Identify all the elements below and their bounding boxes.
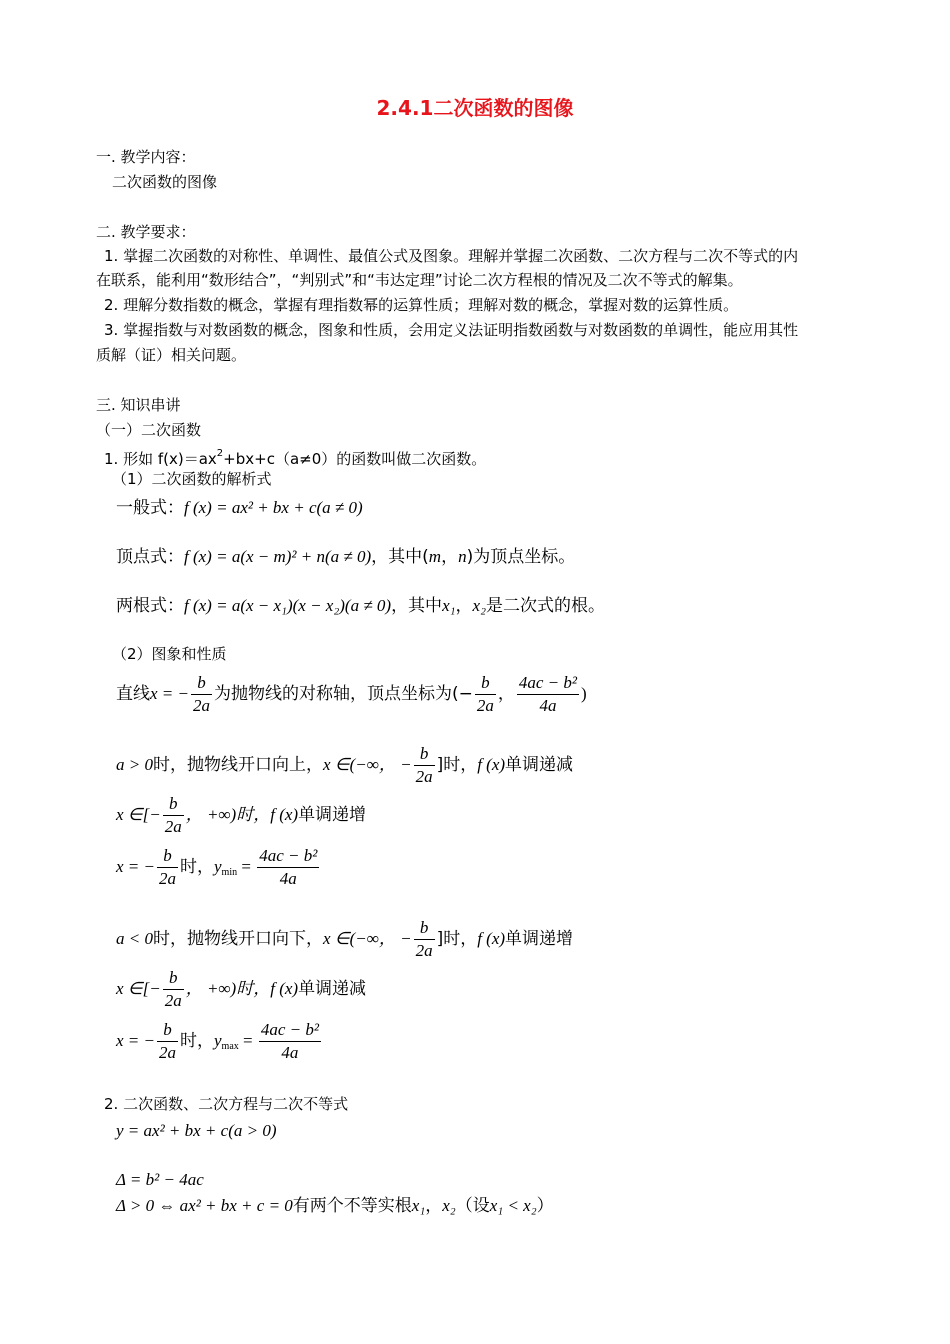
axis-close: ) xyxy=(581,684,587,703)
vertex-form-label: 顶点式： xyxy=(116,547,184,567)
graph-properties-heading: （2）图象和性质 xyxy=(112,645,227,663)
item-2-heading: 2. 二次函数、二次方程与二次不等式 xyxy=(104,1095,349,1113)
y-var: y xyxy=(214,857,222,876)
frac-den: 2a xyxy=(415,767,433,786)
vertex-form xyxy=(116,545,575,569)
section-1-heading: 一. 教学内容： xyxy=(96,148,196,166)
dp-sep: ， xyxy=(425,1196,443,1216)
requirement-1: 1. 掌握二次函数的对称性、单调性、最值公式及图象。理解并掌握二次函数、二次方程与二次不等式的内 xyxy=(104,247,799,265)
quadratic-equation: y = ax² + bx + c(a > 0) xyxy=(116,1121,277,1140)
fraction-b-over-2a xyxy=(414,743,435,788)
dp-paren-close: ） xyxy=(536,1196,554,1216)
axis-mid: 为抛物线的对称轴，顶点坐标为(− xyxy=(214,684,473,704)
dp-paren-open: （设 xyxy=(455,1196,490,1216)
vertex-m: m xyxy=(428,547,442,566)
frac-num: b xyxy=(197,673,206,692)
monotonic-text: 单调递减 xyxy=(505,755,574,775)
frac-den: 2a xyxy=(159,869,176,888)
a-negative-increasing xyxy=(116,917,573,962)
vertex-n: n xyxy=(458,547,467,566)
frac-num: 4ac − b² xyxy=(518,673,578,692)
definition-exponent: 2 xyxy=(216,448,224,459)
root-x2: x₂ xyxy=(472,596,486,615)
frac-num: 4ac − b² xyxy=(260,1020,319,1039)
requirement-3-cont: 质解（证）相关问题。 xyxy=(96,346,247,364)
frac-num: b xyxy=(419,918,429,937)
analytic-forms-heading: （1）二次函数的解析式 xyxy=(112,470,272,488)
frac-den: 4a xyxy=(257,867,319,890)
dp-x2: x₂ xyxy=(442,1196,456,1215)
fraction-vertex-y xyxy=(257,845,319,890)
a-positive-increasing xyxy=(116,793,366,838)
axis-eq: x = − xyxy=(150,684,189,703)
frac-num: b xyxy=(163,846,172,865)
requirement-1-cont: 在联系，能利用“数形结合”，“判别式”和“韦达定理”讨论二次方程根的情况及二次不等式的解集。 xyxy=(96,271,743,289)
fx: f (x) xyxy=(477,755,506,774)
monotonic-text: 单调递增 xyxy=(298,805,367,825)
monotonic-text: 单调递增 xyxy=(505,929,574,949)
interval-end: ]时， xyxy=(436,755,478,775)
frac-num: b xyxy=(163,1020,172,1039)
frac-den: 2a xyxy=(193,696,210,715)
vertex-form-expr: f (x) = a(x − m)² + n(a ≠ 0) xyxy=(184,547,372,566)
frac-den: 2a xyxy=(415,941,433,960)
frac-den: 4a xyxy=(259,1041,321,1064)
frac-num: b xyxy=(481,673,490,692)
root-form xyxy=(116,594,605,618)
vertex-sep: ， xyxy=(441,547,459,567)
fraction-vertex-y xyxy=(517,672,579,717)
frac-den: 2a xyxy=(164,817,182,836)
root-note-pre: ，其中 xyxy=(391,596,443,616)
general-form xyxy=(116,496,363,520)
equals: = xyxy=(238,1031,257,1050)
root-form-label: 两根式： xyxy=(116,596,184,616)
y-var: y xyxy=(214,1031,222,1050)
definition-pre: 1. 形如 f(x)＝ax xyxy=(104,450,217,468)
y-min-sub: min xyxy=(221,867,238,878)
vertex-note-post: )为顶点坐标。 xyxy=(466,547,576,567)
monotonic-text: 单调递减 xyxy=(298,979,367,999)
frac-num: b xyxy=(419,744,429,763)
dp-expr: Δ > 0 ⇔ ax² + bx + c = 0 xyxy=(116,1196,293,1215)
x-eq: x = − xyxy=(116,1031,155,1050)
y-max-sub: max xyxy=(221,1041,239,1052)
dp-text: 有两个不等实根 xyxy=(292,1196,412,1216)
fraction-b-over-2a xyxy=(414,917,435,962)
definition-line xyxy=(104,444,486,469)
cond-text: 时，抛物线开口向上， xyxy=(152,755,323,775)
interval: x ∈[− xyxy=(116,805,161,824)
cond-a: a > 0 xyxy=(116,755,153,774)
vertex-note-pre: ，其中( xyxy=(371,547,429,567)
definition-post: +bx+c（a≠0）的函数叫做二次函数。 xyxy=(223,450,487,468)
frac-den: 4a xyxy=(517,694,579,717)
a-negative-decreasing xyxy=(116,967,366,1012)
when-text: 时， xyxy=(180,1031,214,1051)
frac-num: b xyxy=(168,794,178,813)
when-text: 时， xyxy=(180,857,214,877)
a-positive-decreasing xyxy=(116,743,573,788)
frac-num: 4ac − b² xyxy=(259,846,318,865)
dp-ineq: x₁ < x₂ xyxy=(489,1196,537,1215)
frac-den: 2a xyxy=(476,696,494,715)
a-negative-maximum xyxy=(116,1019,323,1064)
fraction-b-over-2a xyxy=(475,672,496,717)
page-title: 2.4.1二次函数的图像 xyxy=(376,96,574,120)
interval-end: ]时， xyxy=(436,929,478,949)
root-sep: ， xyxy=(455,596,473,616)
fraction-b-over-2a xyxy=(163,793,184,838)
requirement-2: 2. 理解分数指数的概念，掌握有理指数幂的运算性质；理解对数的概念，掌握对数的运算性质。 xyxy=(104,296,739,314)
frac-den: 2a xyxy=(164,991,182,1010)
a-positive-minimum xyxy=(116,845,321,890)
fx: f (x) xyxy=(270,979,299,998)
equals: = xyxy=(237,857,256,876)
section-1-content: 二次函数的图像 xyxy=(112,173,218,191)
general-form-label: 一般式： xyxy=(116,498,184,518)
cond-a: a < 0 xyxy=(116,929,153,948)
fraction-b-over-2a xyxy=(163,967,184,1012)
subsection-quadratic: （一）二次函数 xyxy=(96,421,202,439)
axis-of-symmetry xyxy=(116,672,587,717)
section-3-heading: 三. 知识串讲 xyxy=(96,396,181,414)
axis-comma: ， xyxy=(497,684,515,704)
frac-num: b xyxy=(168,968,178,987)
general-form-expr: f (x) = ax² + bx + c(a ≠ 0) xyxy=(184,498,363,517)
fx: f (x) xyxy=(477,929,506,948)
interval: x ∈(−∞， − xyxy=(322,755,412,774)
interval: x ∈[− xyxy=(116,979,161,998)
fraction-b-over-2a xyxy=(157,845,178,890)
root-form-expr: f (x) = a(x − x₁)(x − x₂)(a ≠ 0) xyxy=(184,596,392,615)
fraction-b-over-2a xyxy=(191,672,212,717)
x-eq: x = − xyxy=(116,857,155,876)
cond-text: 时，抛物线开口向下， xyxy=(152,929,323,949)
interval-end: ， +∞)时， xyxy=(185,979,271,998)
interval-end: ， +∞)时， xyxy=(185,805,271,824)
fx: f (x) xyxy=(270,805,299,824)
discriminant: Δ = b² − 4ac xyxy=(116,1170,204,1189)
section-2-heading: 二. 教学要求： xyxy=(96,223,196,241)
axis-pre: 直线 xyxy=(116,684,150,704)
frac-den: 2a xyxy=(159,1043,176,1062)
requirement-3: 3. 掌握指数与对数函数的概念，图象和性质，会用定义法证明指数函数与对数函数的单调性，能应用其性 xyxy=(104,321,799,339)
discriminant-positive xyxy=(116,1194,554,1218)
dp-x1: x₁ xyxy=(411,1196,426,1215)
fraction-b-over-2a xyxy=(157,1019,178,1064)
interval: x ∈(−∞， − xyxy=(322,929,412,948)
root-x1: x₁ xyxy=(442,596,456,615)
fraction-vertex-y xyxy=(259,1019,321,1064)
root-note-post: 是二次式的根。 xyxy=(486,596,605,616)
